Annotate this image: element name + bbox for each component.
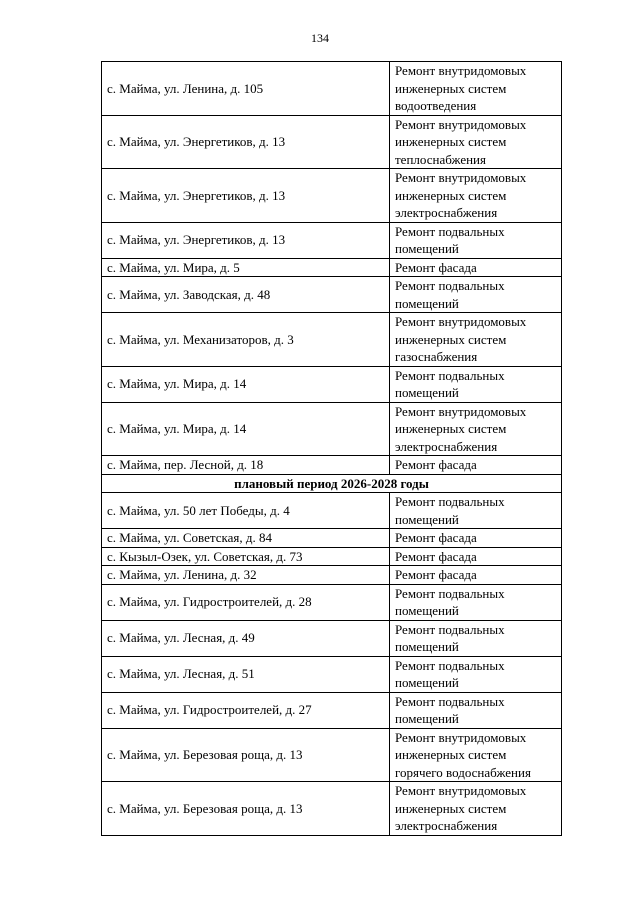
work-type-cell bbox=[390, 656, 562, 692]
work-type-line: Ремонт подвальных bbox=[395, 223, 505, 239]
work-type-line: Ремонт подвальных bbox=[395, 367, 505, 383]
address-cell: с. Майма, ул. Энергетиков, д. 13 bbox=[102, 169, 390, 223]
address-cell: с. Майма, ул. Березовая роща, д. 13 bbox=[102, 728, 390, 782]
work-type-line: Ремонт подвальных bbox=[395, 494, 505, 509]
address-cell: с. Майма, ул. Ленина, д. 105 bbox=[102, 62, 390, 116]
repair-works-table bbox=[101, 61, 562, 836]
work-type-line: помещений bbox=[395, 295, 459, 311]
work-type-line: Ремонт внутридомовых bbox=[395, 116, 527, 132]
work-type-line: помещений bbox=[395, 603, 459, 618]
address-cell: с. Майма, ул. Энергетиков, д. 13 bbox=[102, 115, 390, 169]
work-type-cell bbox=[390, 456, 562, 475]
table-row bbox=[102, 62, 562, 116]
work-type-line: Ремонт фасада bbox=[395, 567, 477, 582]
table-row bbox=[102, 656, 562, 692]
section-header-row bbox=[102, 474, 562, 493]
address-cell: с. Майма, ул. Мира, д. 14 bbox=[102, 402, 390, 456]
work-type-line: электроснабжения bbox=[395, 818, 498, 833]
address-cell: с. Майма, ул. Гидростроителей, д. 28 bbox=[102, 584, 390, 620]
work-type-line: инженерных систем bbox=[395, 134, 507, 149]
table-row bbox=[102, 620, 562, 656]
work-type-line: Ремонт подвальных bbox=[395, 278, 505, 293]
section-title: плановый период 2026-2028 годы bbox=[102, 474, 562, 493]
work-type-line: Ремонт фасада bbox=[395, 548, 477, 564]
work-type-line: электроснабжения bbox=[395, 438, 498, 454]
work-type-cell bbox=[390, 313, 562, 367]
work-type-cell bbox=[390, 277, 562, 313]
section-header-group bbox=[102, 474, 562, 493]
table-row bbox=[102, 258, 562, 277]
work-type-cell bbox=[390, 547, 562, 566]
table-row bbox=[102, 222, 562, 258]
work-type-cell bbox=[390, 529, 562, 548]
work-type-line: газоснабжения bbox=[395, 349, 478, 364]
work-type-line: Ремонт внутридомовых bbox=[395, 63, 527, 78]
address-cell: с. Кызыл-Озек, ул. Советская, д. 73 bbox=[102, 547, 390, 566]
address-cell: с. Майма, ул. Березовая роща, д. 13 bbox=[102, 782, 390, 836]
address-cell: с. Майма, ул. Механизаторов, д. 3 bbox=[102, 313, 390, 367]
work-type-line: Ремонт внутридомовых bbox=[395, 783, 527, 798]
work-type-cell bbox=[390, 222, 562, 258]
work-type-line: горячего водоснабжения bbox=[395, 764, 531, 780]
work-type-cell bbox=[390, 566, 562, 585]
work-type-cell bbox=[390, 620, 562, 656]
rows-after-section bbox=[102, 493, 562, 836]
address-cell: с. Майма, ул. Заводская, д. 48 bbox=[102, 277, 390, 313]
address-cell: с. Майма, ул. Мира, д. 5 bbox=[102, 258, 390, 277]
address-cell: с. Майма, ул. Гидростроителей, д. 27 bbox=[102, 692, 390, 728]
work-type-line: Ремонт внутридомовых bbox=[395, 170, 527, 185]
work-type-cell bbox=[390, 493, 562, 529]
work-type-line: Ремонт подвальных bbox=[395, 585, 505, 601]
work-type-line: Ремонт внутридомовых bbox=[395, 403, 527, 419]
rows-before-section bbox=[102, 62, 562, 475]
work-type-line: помещений bbox=[395, 711, 459, 726]
table-row bbox=[102, 115, 562, 169]
table-row bbox=[102, 692, 562, 728]
table-row bbox=[102, 728, 562, 782]
table-row bbox=[102, 169, 562, 223]
work-type-line: помещений bbox=[395, 511, 459, 527]
work-type-line: Ремонт подвальных bbox=[395, 693, 505, 709]
work-type-line: Ремонт подвальных bbox=[395, 657, 505, 673]
table-row bbox=[102, 584, 562, 620]
address-cell: с. Майма, ул. Советская, д. 84 bbox=[102, 529, 390, 548]
work-type-cell bbox=[390, 115, 562, 169]
work-type-cell bbox=[390, 258, 562, 277]
address-cell: с. Майма, ул. Лесная, д. 51 bbox=[102, 656, 390, 692]
work-type-cell bbox=[390, 169, 562, 223]
table-row bbox=[102, 313, 562, 367]
table-row bbox=[102, 277, 562, 313]
work-type-line: водоотведения bbox=[395, 98, 477, 113]
work-type-cell bbox=[390, 692, 562, 728]
work-type-line: инженерных систем bbox=[395, 331, 507, 347]
table-row bbox=[102, 456, 562, 475]
address-cell: с. Майма, ул. Ленина, д. 32 bbox=[102, 566, 390, 585]
work-type-line: инженерных систем bbox=[395, 80, 507, 96]
page-number: 134 bbox=[311, 31, 329, 45]
work-type-line: помещений bbox=[395, 675, 459, 690]
work-type-line: электроснабжения bbox=[395, 205, 498, 220]
table-row bbox=[102, 402, 562, 456]
address-cell: с. Майма, ул. 50 лет Победы, д. 4 bbox=[102, 493, 390, 529]
table-row bbox=[102, 782, 562, 836]
address-cell: с. Майма, ул. Мира, д. 14 bbox=[102, 366, 390, 402]
work-type-line: помещений bbox=[395, 639, 459, 654]
work-type-line: инженерных систем bbox=[395, 421, 507, 436]
address-cell: с. Майма, пер. Лесной, д. 18 bbox=[102, 456, 390, 475]
address-cell: с. Майма, ул. Энергетиков, д. 13 bbox=[102, 222, 390, 258]
work-type-line: инженерных систем bbox=[395, 187, 507, 203]
work-type-line: Ремонт внутридомовых bbox=[395, 314, 527, 329]
work-type-line: Ремонт подвальных bbox=[395, 621, 505, 637]
table-row bbox=[102, 366, 562, 402]
work-type-line: Ремонт фасада bbox=[395, 259, 477, 275]
work-type-line: Ремонт внутридомовых bbox=[395, 729, 527, 745]
work-type-cell bbox=[390, 366, 562, 402]
table-row bbox=[102, 493, 562, 529]
work-type-line: Ремонт фасада bbox=[395, 457, 477, 472]
table-row bbox=[102, 547, 562, 566]
work-type-line: теплоснабжения bbox=[395, 151, 486, 167]
work-type-cell bbox=[390, 62, 562, 116]
work-type-line: инженерных систем bbox=[395, 747, 507, 762]
table-row bbox=[102, 566, 562, 585]
work-type-cell bbox=[390, 782, 562, 836]
work-type-line: помещений bbox=[395, 385, 459, 400]
work-type-line: помещений bbox=[395, 241, 459, 256]
table-row bbox=[102, 529, 562, 548]
work-type-line: Ремонт фасада bbox=[395, 530, 477, 545]
work-type-cell bbox=[390, 402, 562, 456]
work-type-line: инженерных систем bbox=[395, 800, 507, 816]
work-type-cell bbox=[390, 584, 562, 620]
address-cell: с. Майма, ул. Лесная, д. 49 bbox=[102, 620, 390, 656]
work-type-cell bbox=[390, 728, 562, 782]
